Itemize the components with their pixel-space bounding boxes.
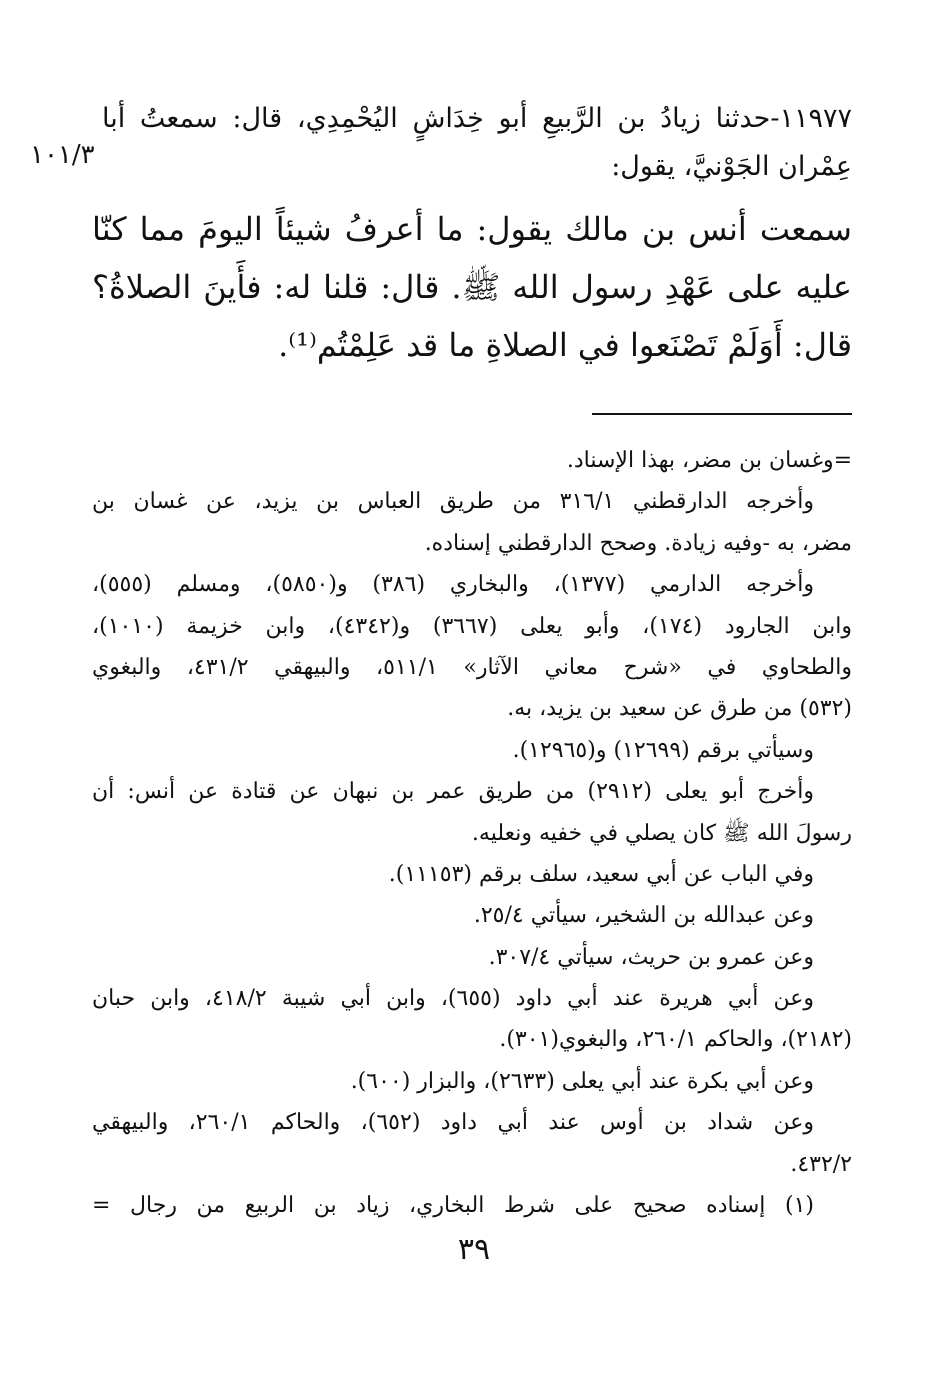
footnote-line: وعن شداد بن أوس عند أبي داود (٦٥٢)، والحاكم ٢٦٠/١، والبيهقي bbox=[92, 1110, 814, 1136]
footnote-line: رسولَ الله ﷺ كان يصلي في خفيه ونعليه. bbox=[471, 820, 852, 846]
footnote-separator bbox=[592, 413, 852, 415]
footnote-line: ٤٣٢/٢. bbox=[790, 1151, 852, 1177]
footnote-line: (٥٣٢) من طرق عن سعيد بن يزيد، به. bbox=[507, 696, 852, 722]
footnotes bbox=[92, 440, 852, 1226]
footnote-line: وعن عبدالله بن الشخير، سيأتي ٢٥/٤. bbox=[473, 903, 814, 929]
footnote-line: وسيأتي برقم (١٢٦٩٩) و(١٢٩٦٥). bbox=[512, 737, 814, 763]
footnote-line: وعن عمرو بن حريث، سيأتي ٣٠٧/٤. bbox=[488, 944, 814, 970]
page-number: ٣٩ bbox=[457, 1232, 491, 1267]
footnote-line: وعن أبي هريرة عند أبي داود (٦٥٥)، وابن أبي شيبة ٤١٨/٢، وابن حبان bbox=[92, 986, 815, 1012]
footnote-line: وأخرجه الدارمي (١٣٧٧)، والبخاري (٣٨٦) و(٥٨٥٠)، ومسلم (٥٥٥)، bbox=[92, 572, 814, 598]
footnote-line: =وغسان بن مضر، بهذا الإسناد. bbox=[566, 448, 852, 473]
volume-page-reference: ١٠١/٣ bbox=[30, 140, 95, 170]
footnote-line: وأخرجه الدارقطني ٣١٦/١ من طريق العباس بن يزيد، عن غسان بن bbox=[92, 489, 814, 515]
hadith-isnad-line-1: ١١٩٧٧-حدثنا زيادُ بن الرَّبيعِ أبو خِدَاشٍ اليُحْمِدِي، قال: سمعتُ أبا bbox=[102, 103, 852, 134]
footnote-line: والطحاوي في «شرح معاني الآثار» ٥١١/١، والبيهقي ٤٣١/٢، والبغوي bbox=[92, 654, 852, 680]
hadith-matn-line-3: قال: أَوَلَمْ تَصْنَعوا في الصلاةِ ما قد عَلِمْتُم⁽¹⁾. bbox=[278, 326, 852, 364]
hadith-matn bbox=[92, 200, 852, 374]
footnote-line: وأخرج أبو يعلى (٢٩١٢) من طريق عمر بن نبهان عن قتادة عن أنس: أن bbox=[92, 779, 814, 805]
footnote-line: (٢١٨٢)، والحاكم ٢٦٠/١، والبغوي(٣٠١). bbox=[499, 1027, 852, 1053]
hadith-matn-line-2: عليه على عَهْدِ رسول الله ﷺ. قال: قلنا له: فأَينَ الصلاةُ؟ bbox=[92, 268, 852, 306]
footnote-line: (١) إسناده صحيح على شرط البخاري، زياد بن الربيع من رجال = bbox=[92, 1193, 814, 1219]
footnote-line: مضر، به -وفيه زيادة. وصحح الدارقطني إسناده. bbox=[424, 530, 852, 556]
hadith-isnad bbox=[102, 95, 852, 191]
hadith-isnad-line-2: عِمْران الجَوْنيَّ، يقول: bbox=[611, 151, 852, 182]
hadith-matn-line-1: سمعت أنس بن مالك يقول: ما أعرفُ شيئاً اليومَ مما كنّا bbox=[92, 210, 852, 248]
footnote-line: وعن أبي بكرة عند أبي يعلى (٢٦٣٣)، والبزار (٦٠٠). bbox=[350, 1068, 814, 1094]
footnote-line: وابن الجارود (١٧٤)، وأبو يعلى (٣٦٦٧) و(٤٣٤٢)، وابن خزيمة (١٠١٠)، bbox=[92, 613, 852, 639]
footnote-line: وفي الباب عن أبي سعيد، سلف برقم (١١١٥٣). bbox=[388, 861, 814, 887]
